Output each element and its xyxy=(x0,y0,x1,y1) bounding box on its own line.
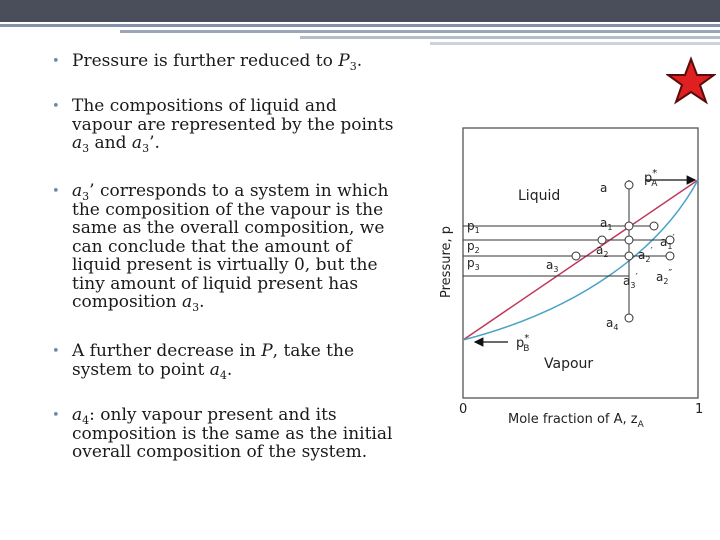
bullet-item: • Pressure is further reduced to $P_3$. xyxy=(52,51,363,73)
x-axis-label: Mole fraction of A, $z_A$ xyxy=(508,412,644,430)
label-a2-double-prime: $a_2''$ xyxy=(656,268,673,286)
phase-diagram xyxy=(430,100,720,460)
label-a1: $a_1$ xyxy=(600,216,613,232)
x-tick-max: 1 xyxy=(695,402,704,417)
bullet-dot-icon: • xyxy=(52,184,60,199)
bullet-dot-icon: • xyxy=(52,408,60,423)
point-a2-double-prime xyxy=(666,252,674,260)
pA-star-label: p* A xyxy=(644,168,658,189)
point-a1 xyxy=(625,222,633,230)
label-a: a xyxy=(600,181,608,195)
point-a3 xyxy=(572,252,580,260)
bullet-item: • $a_3$’ corresponds to a system in which the composition of the vapour is the same as the overall composition, we can conclude that the amount of liquid present is virtually 0, but the tiny amount of liquid present has composition $a_3$. xyxy=(52,181,389,314)
title-bar xyxy=(0,0,720,22)
y-axis-label: Pressure, p xyxy=(439,225,454,298)
pressure-label-p3: $p_3$ xyxy=(467,256,480,272)
liquid-line xyxy=(463,180,698,340)
bullet-item: • The compositions of liquid and vapour are represented by the points $a_3$ and $a_3$’. xyxy=(52,96,394,155)
bullet-item: • A further decrease in P, take the system to point $a_4$. xyxy=(52,341,355,382)
point-a4 xyxy=(625,314,633,322)
point-a xyxy=(625,181,633,189)
bullet-dot-icon: • xyxy=(52,344,60,359)
label-a2-prime: $a_2'$ xyxy=(638,246,653,264)
bullet-item: • $a_4$: only vapour present and its composition is the same as the initial overall composition of the system. xyxy=(52,405,393,462)
pressure-label-p2: $p_2$ xyxy=(467,239,480,255)
pB-star-label: p* B xyxy=(516,333,530,354)
label-a3: $a_3$ xyxy=(546,258,559,274)
point-a1-prime xyxy=(650,222,658,230)
accent-stripe xyxy=(0,24,720,27)
pressure-label-p1: $p_1$ xyxy=(467,219,480,235)
accent-stripe xyxy=(430,42,720,45)
x-tick-min: 0 xyxy=(459,402,468,417)
label-a3-prime: $a_3'$ xyxy=(623,272,638,290)
label-a1-prime: $a_1'$ xyxy=(660,233,675,251)
bullet-dot-icon: • xyxy=(52,99,60,114)
liquid-label: Liquid xyxy=(518,188,561,204)
label-a4: $a_4$ xyxy=(606,316,619,332)
accent-stripe xyxy=(120,30,720,33)
label-a2: $a_2$ xyxy=(596,243,609,259)
point-a2-composition xyxy=(625,236,633,244)
star-icon[interactable] xyxy=(666,56,716,106)
point-a3-prime xyxy=(625,252,633,260)
bullet-dot-icon: • xyxy=(52,54,60,69)
accent-stripe xyxy=(300,36,720,39)
vapour-label: Vapour xyxy=(544,356,594,372)
